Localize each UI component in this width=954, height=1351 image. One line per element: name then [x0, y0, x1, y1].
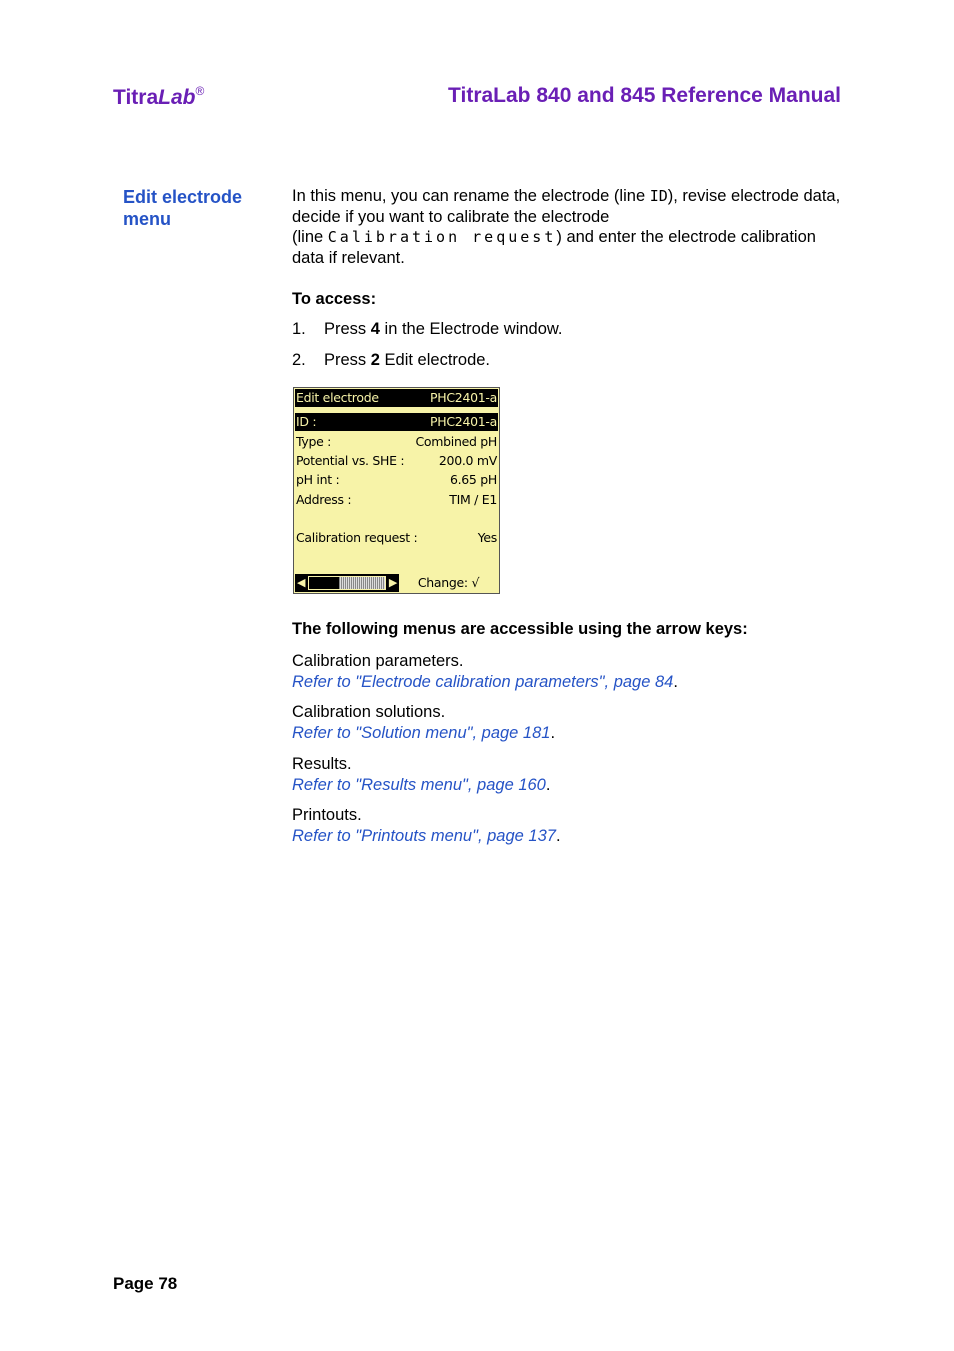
left-arrow-icon[interactable]: ◀ — [297, 576, 306, 589]
cross-reference-link[interactable]: Refer to "Solution menu", page 181 — [292, 724, 551, 742]
screen-row-selected[interactable] — [295, 413, 498, 431]
screen-row[interactable] — [295, 491, 498, 509]
punctuation: . — [673, 673, 678, 691]
screen-header-id: PHC2401-a — [430, 390, 497, 405]
menu-scrollbar[interactable] — [308, 576, 386, 590]
menu-item-name: Results. — [292, 755, 352, 773]
brand-italic: Lab — [158, 86, 196, 109]
row-label: pH int : — [296, 472, 340, 487]
intro-paragraph — [292, 186, 842, 268]
menu-navigator[interactable] — [295, 574, 399, 592]
intro-text-4: ) and enter the electrode calibration data if relevant. — [292, 228, 816, 267]
row-label: Type : — [296, 434, 332, 449]
punctuation: . — [550, 724, 556, 742]
screen-header — [295, 389, 498, 407]
screen-row[interactable] — [295, 471, 498, 489]
menu-item — [292, 702, 555, 744]
access-step — [292, 351, 490, 370]
screen-row[interactable] — [295, 452, 498, 470]
row-label: Potential vs. SHE : — [296, 453, 405, 468]
step-post: in the Electrode window. — [379, 320, 563, 338]
brand-logo — [113, 84, 204, 110]
row-value: 200.0 mV — [438, 453, 497, 468]
step-number: 2. — [292, 351, 306, 369]
step-post: Edit electrode. — [379, 351, 491, 369]
brand-prefix: Titra — [113, 86, 159, 109]
row-value: Combined pH — [415, 434, 497, 449]
step-number: 1. — [292, 320, 306, 338]
device-screen — [293, 387, 500, 594]
cross-reference-link[interactable]: Refer to "Electrode calibration parameters", page 84 — [292, 673, 674, 691]
code-id: ID — [649, 187, 668, 205]
screen-row[interactable] — [295, 433, 498, 451]
scrollbar-thumb[interactable] — [309, 577, 339, 589]
intro-text-2: ), revise electrode data, decide if you want to calibrate the electrode — [292, 187, 841, 226]
menu-item — [292, 651, 678, 693]
step-key: 2 — [370, 351, 380, 369]
section-title: Edit electrode menu — [123, 187, 243, 229]
access-step — [292, 320, 562, 339]
cross-reference-link[interactable]: Refer to "Printouts menu", page 137 — [292, 827, 556, 845]
registered-mark: ® — [195, 84, 205, 98]
row-value: PHC2401-a — [430, 414, 497, 429]
row-label: Calibration request : — [296, 530, 418, 545]
row-label: ID : — [296, 414, 317, 429]
manual-title: TitraLab 840 and 845 Reference Manual — [448, 84, 841, 107]
menus-title: The following menus are accessible using the arrow keys: — [292, 620, 748, 638]
step-key: 4 — [370, 320, 380, 338]
cross-reference-link[interactable]: Refer to "Results menu", page 160 — [292, 776, 546, 794]
menu-item — [292, 754, 550, 796]
step-pre: Press — [324, 320, 371, 338]
page-number: Page 78 — [113, 1274, 178, 1293]
row-label: Address : — [296, 492, 352, 507]
screen-row[interactable] — [295, 529, 498, 547]
screen-footer — [295, 574, 498, 592]
intro-text-1: In this menu, you can rename the electrode (line — [292, 187, 650, 205]
screen-header-title: Edit electrode — [296, 390, 379, 405]
step-pre: Press — [324, 351, 371, 369]
menu-item — [292, 805, 561, 847]
menu-item-name: Printouts. — [292, 806, 362, 824]
row-value: 6.65 pH — [449, 472, 497, 487]
menu-item-name: Calibration solutions. — [292, 703, 446, 721]
right-arrow-icon[interactable]: ▶ — [388, 576, 397, 589]
row-value: TIM / E1 — [449, 492, 497, 507]
punctuation: . — [545, 776, 551, 794]
row-value: Yes — [477, 530, 497, 545]
punctuation: . — [555, 827, 561, 845]
change-softkey[interactable]: Change: √ — [417, 575, 480, 590]
intro-text-3: (line — [292, 228, 328, 246]
code-calibration-request: Calibration request — [327, 228, 557, 246]
access-title: To access: — [292, 290, 377, 308]
menu-item-name: Calibration parameters. — [292, 652, 464, 670]
